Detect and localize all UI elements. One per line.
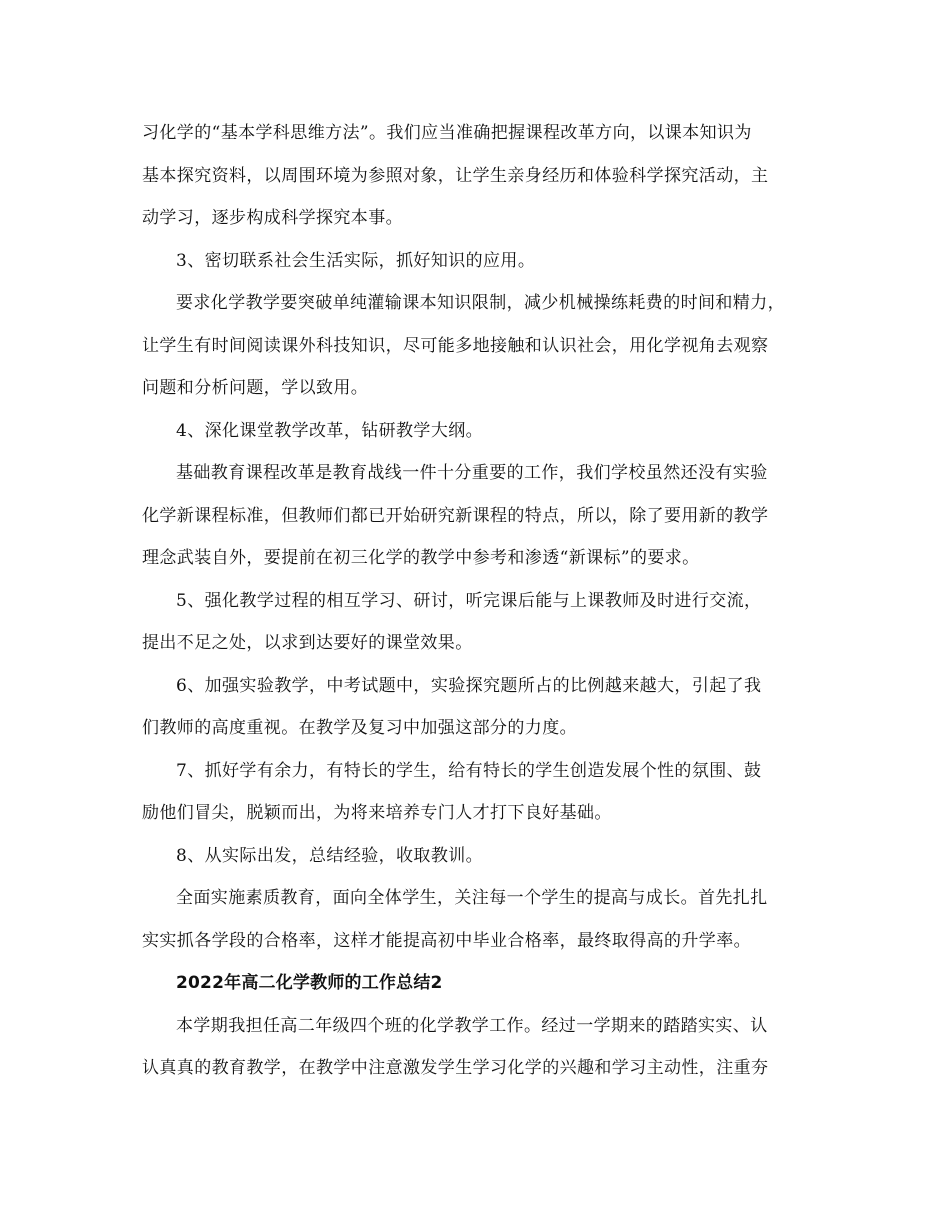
paragraph-point-6 xyxy=(142,665,822,750)
section-heading: 2022年高二化学教师的工作总结2 xyxy=(176,973,443,993)
text-line: 理念武装自外，要提前在初三化学的教学中参考和渗透“新课标”的要求。 xyxy=(142,548,700,568)
paragraph-point-4 xyxy=(142,410,822,453)
text-line: 认真真的教育教学，在教学中注意激发学生学习化学的兴趣和学习主动性，注重夯 xyxy=(142,1058,769,1078)
text-line: 励他们冒尖，脱颖而出，为将来培养专门人才打下良好基础。 xyxy=(142,803,612,823)
paragraph-point-4-detail xyxy=(142,452,822,580)
paragraph-semester-intro xyxy=(142,1005,822,1090)
text-line: 基本探究资料，以周围环境为参照对象，让学生亲身经历和体验科学探究活动，主 xyxy=(142,165,769,186)
text-line: 问题和分析问题，学以致用。 xyxy=(142,378,369,398)
paragraph-point-8 xyxy=(142,835,822,878)
text-line: 习化学的“基本学科思维方法”。我们应当准确把握课程改革方向，以课本知识为 xyxy=(142,123,752,143)
text-line: 6、加强实验教学，中考试题中，实验探究题所占的比例越来越大，引起了我 xyxy=(176,675,762,696)
text-line: 提出不足之处，以求到达要好的课堂效果。 xyxy=(142,633,473,653)
text-line: 基础教育课程改革是教育战线一件十分重要的工作，我们学校虽然还没有实验 xyxy=(176,463,768,483)
text-line: 全面实施素质教育，面向全体学生，关注每一个学生的提高与成长。首先扎扎 xyxy=(176,888,768,908)
text-line: 5、强化教学过程的相互学习、研讨，听完课后能与上课教师及时进行交流， xyxy=(176,590,762,611)
text-line: 8、从实际出发，总结经验，收取教训。 xyxy=(176,845,484,866)
text-line: 要求化学教学要突破单纯灌输课本知识限制，减少机械操练耗费的时间和精力， xyxy=(176,293,785,313)
text-line: 实实抓各学段的合格率，这样才能提高初中毕业合格率，最终取得高的升学率。 xyxy=(142,930,751,951)
paragraph-inquiry-methods xyxy=(142,112,822,240)
text-line: 3、密切联系社会生活实际，抓好知识的应用。 xyxy=(176,250,536,271)
text-line: 7、抓好学有余力，有特长的学生，给有特长的学生创造发展个性的氛围、鼓 xyxy=(176,760,762,781)
paragraph-point-3-detail xyxy=(142,282,822,410)
document-body xyxy=(142,112,822,1090)
paragraph-point-7 xyxy=(142,750,822,835)
paragraph-quality-education xyxy=(142,877,822,962)
paragraph-point-3 xyxy=(142,240,822,283)
text-line: 4、深化课堂教学改革，钻研教学大纲。 xyxy=(176,420,484,441)
text-line: 让学生有时间阅读课外科技知识，尽可能多地接触和认识社会，用化学视角去观察 xyxy=(142,335,769,356)
paragraph-point-5 xyxy=(142,580,822,665)
text-line: 化学新课程标准，但教师们都已开始研究新课程的特点，所以，除了要用新的教学 xyxy=(142,505,769,526)
text-line: 们教师的高度重视。在教学及复习中加强这部分的力度。 xyxy=(142,718,577,738)
text-line: 本学期我担任高二年级四个班的化学教学工作。经过一学期来的踏踏实实、认 xyxy=(176,1015,768,1036)
text-line: 动学习，逐步构成科学探究本事。 xyxy=(142,208,403,228)
